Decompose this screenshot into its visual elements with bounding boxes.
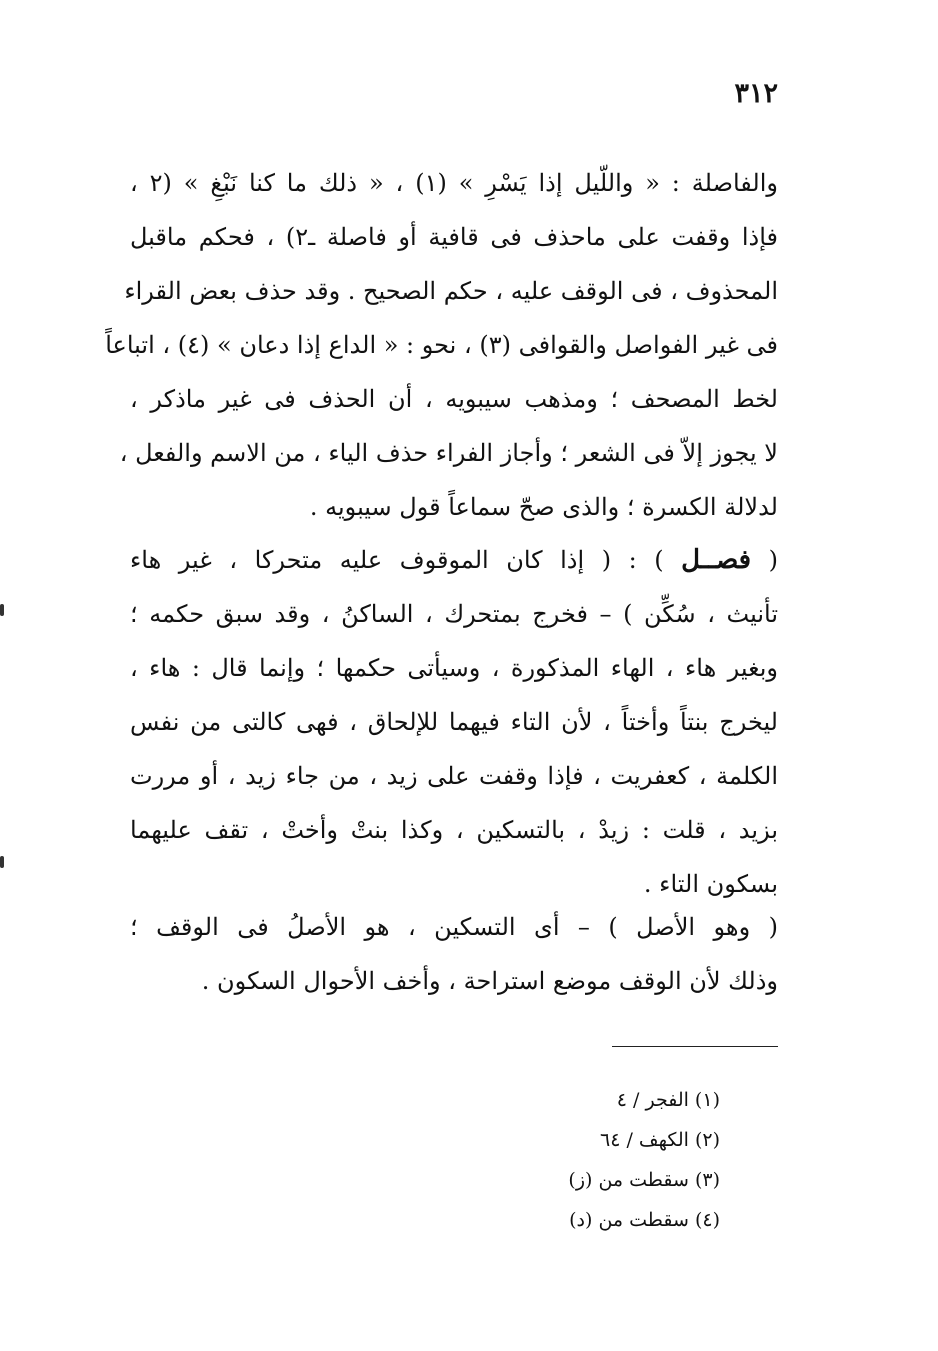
- text-line: وذلك لأن الوقف موضع استراحة ، وأخف الأحوال السكون .: [201, 967, 778, 995]
- text-line: فإذا وقفت على ماحذف فى قافية أو فاصلة ـ٢) ، فحكم ماقبل: [130, 223, 778, 251]
- open-paren: (: [768, 546, 778, 574]
- section-heading-line: [130, 533, 778, 587]
- scan-edge-mark: [0, 604, 4, 616]
- page-number: ٣١٢: [734, 78, 778, 109]
- footnote-4: (٤) سقطت من (د): [569, 1209, 720, 1231]
- footnote-2: (٢) الكهف / ٦٤: [600, 1129, 720, 1151]
- text-line: بزيد ، قلت : زيدْ ، بالتسكين ، وكذا بنتْ وأختْ ، تقف عليهما: [130, 816, 778, 844]
- text-line: والفاصلة : « واللّيل إذا يَسْرِ » (١) ، « ذلك ما كنا نَبْغِ » (٢ ،: [130, 169, 778, 197]
- paragraph-2: [130, 533, 778, 911]
- footnote-1: (١) الفجر / ٤: [616, 1089, 720, 1111]
- footnotes: [480, 1080, 720, 1240]
- text-line: لا يجوز إلاّ فى الشعر ؛ وأجاز الفراء حذف الياء ، من الاسم والفعل ،: [119, 439, 778, 467]
- paragraph-1: [105, 156, 778, 534]
- scan-edge-mark: [0, 856, 4, 868]
- section-heading: فصــل: [681, 545, 752, 575]
- text-line: المحذوف ، فى الوقف عليه ، حكم الصحيح . وقد حذف بعض القراء: [124, 277, 778, 305]
- text-line: فى غير الفواصل والقوافى (٣) ، نحو : « الداع إذا دعان » (٤) ، اتباعاً: [105, 331, 778, 359]
- heading-line-text: ) : ( إذا كان الموقوف عليه متحركا ، غير هاء: [130, 546, 664, 574]
- text-line: وبغير هاء ، الهاء المذكورة ، وسيأتى حكمها ؛ وإنما قال : هاء ،: [130, 654, 778, 682]
- footnote-3: (٣) سقطت من (ز): [568, 1169, 720, 1191]
- text-line: لخط المصحف ؛ ومذهب سيبويه ، أن الحذف فى غير ماذكر ،: [130, 385, 778, 413]
- text-line: تأنيث ، سُكِّن ) – فخرج بمتحرك ، الساكنُ ، وقد سبق حكمه ؛: [130, 600, 778, 628]
- paragraph-3: [130, 900, 778, 1008]
- footnote-divider: [612, 1046, 778, 1047]
- text-line: الكلمة ، كعفريت ، فإذا وقفت على زيد ، من جاء زيد ، أو مررت: [130, 762, 778, 790]
- text-line: بسكون التاء .: [643, 870, 778, 898]
- text-line: ليخرج بنتاً وأختاً ، لأن التاء فيهما للإلحاق ، فهى كالتى من نفس: [130, 708, 778, 736]
- text-line: ( وهو الأصل ) – أى التسكين ، هو الأصلُ فى الوقف ؛: [130, 913, 778, 941]
- text-line: لدلالة الكسرة ؛ والذى صحّ سماعاً قول سيبويه .: [309, 493, 778, 521]
